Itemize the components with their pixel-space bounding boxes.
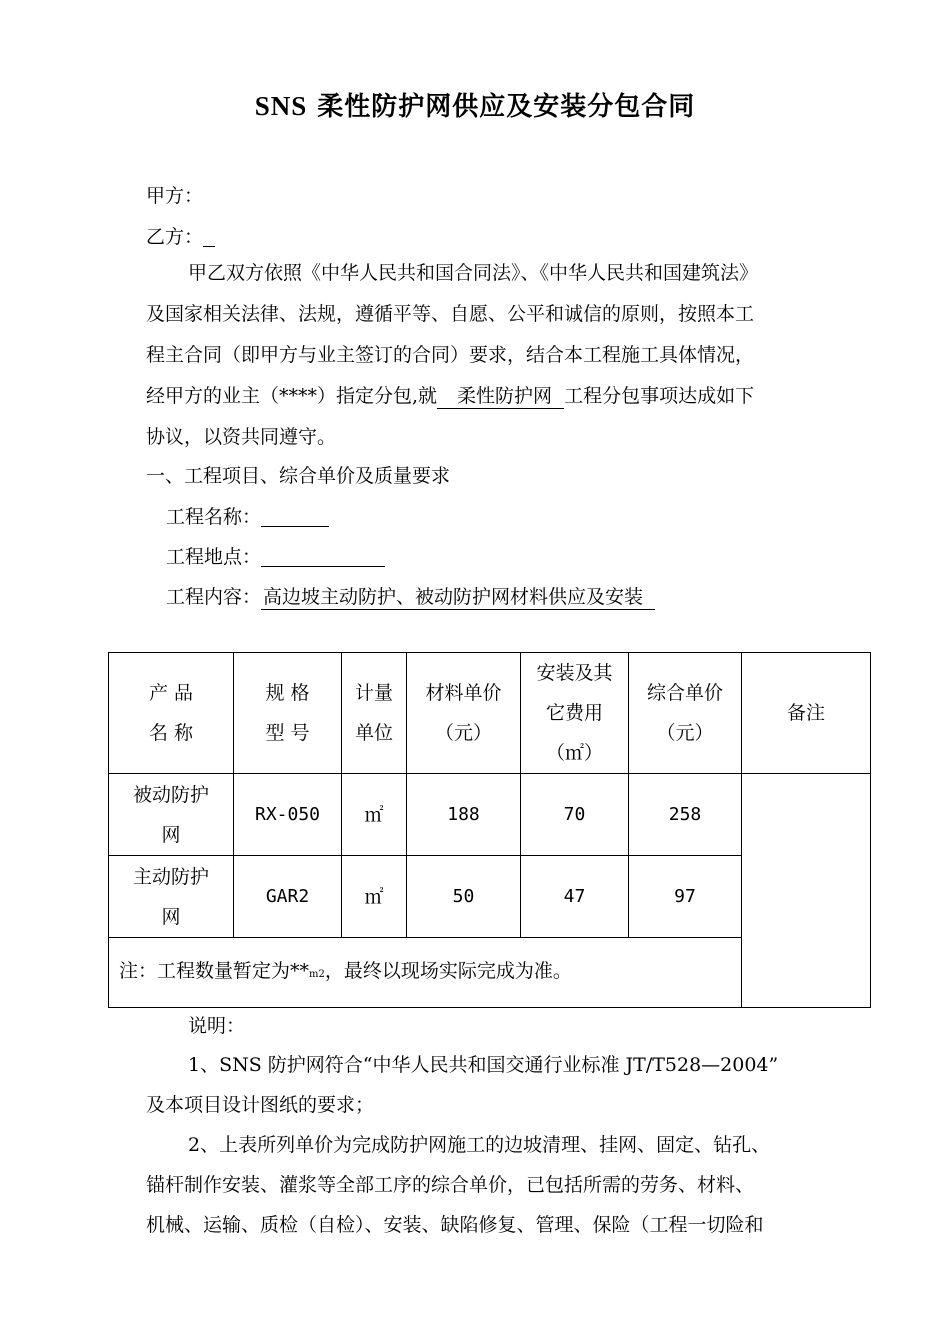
intro-line-4a: 经甲方的业主（****）指定分包,就 xyxy=(146,385,438,407)
row-spec: RX-050 xyxy=(234,774,342,856)
table-row xyxy=(109,774,871,856)
intro-line-1: 甲乙双方依照《中华人民共和国合同法》、《中华人民共和国建筑法》 xyxy=(188,262,759,284)
party-b-line xyxy=(146,228,215,247)
intro-line-2: 及国家相关法律、法规，遵循平等、自愿、公平和诚信的原则，按照本工 xyxy=(146,303,755,325)
header-composite-price: 综合单价 （元） xyxy=(629,653,742,774)
project-location-line xyxy=(166,548,385,567)
row-product-name: 主动防护 网 xyxy=(109,856,234,938)
explain-title: 说明： xyxy=(188,1015,246,1037)
party-a-line xyxy=(146,187,203,206)
header-spec: 规 格 型 号 xyxy=(234,653,342,774)
row-install-cost: 70 xyxy=(521,774,629,856)
intro-line-5: 协议，以资共同遵守。 xyxy=(146,426,337,448)
project-name-label: 工程名称： xyxy=(166,506,262,528)
row-composite-price: 258 xyxy=(629,774,742,856)
remark-cell xyxy=(742,774,871,1008)
row-install-cost: 47 xyxy=(521,856,629,938)
row-composite-price: 97 xyxy=(629,856,742,938)
subcontract-scope: 柔性防护网 xyxy=(437,385,564,409)
section-1-heading: 一、工程项目、综合单价及质量要求 xyxy=(146,465,451,487)
price-table xyxy=(108,652,871,1008)
header-material-price: 材料单价 （元） xyxy=(407,653,521,774)
party-a-label: 甲方： xyxy=(146,185,204,207)
project-name-blank xyxy=(261,508,329,527)
document-title xyxy=(0,86,950,123)
party-b-label: 乙方： xyxy=(146,226,204,248)
row-spec: GAR2 xyxy=(234,856,342,938)
row-unit: ㎡ xyxy=(342,856,407,938)
header-install-cost: 安装及其 它费用 （㎡） xyxy=(521,653,629,774)
row-material-price: 50 xyxy=(407,856,521,938)
explain-2-line-2: 锚杆制作安装、灌浆等全部工序的综合单价，已包括所需的劳务、材料、 xyxy=(146,1174,755,1196)
explain-2-line-1: 2、上表所列单价为完成防护网施工的边坡清理、挂网、固定、钻孔、 xyxy=(188,1134,771,1156)
table-note: 注：工程数量暂定为**m2，最终以现场实际完成为准。 xyxy=(109,938,742,1008)
title-latin: SNS xyxy=(254,91,308,121)
project-content-label: 工程内容： xyxy=(166,586,262,608)
project-content-value: 高边坡主动防护、被动防护网材料供应及安装 xyxy=(261,586,655,610)
intro-line-3: 程主合同（即甲方与业主签订的合同）要求，结合本工程施工具体情况， xyxy=(146,344,755,366)
explain-1-line-1: 1、SNS 防护网符合“中华人民共和国交通行业标准 JT/T528—2004” xyxy=(188,1054,779,1076)
header-unit: 计量 单位 xyxy=(342,653,407,774)
note-unit: m2 xyxy=(309,968,325,980)
intro-line-4c: 工程分包事项达成如下 xyxy=(564,385,755,407)
project-name-line xyxy=(166,508,329,527)
project-location-label: 工程地点： xyxy=(166,546,262,568)
party-b-blank xyxy=(203,228,215,247)
intro-line-4 xyxy=(146,387,754,406)
explain-1-line-2: 及本项目设计图纸的要求； xyxy=(146,1094,375,1116)
row-unit: ㎡ xyxy=(342,774,407,856)
table-header-row xyxy=(109,653,871,774)
header-remark: 备注 xyxy=(742,653,871,774)
project-location-blank xyxy=(261,548,385,567)
project-content-line xyxy=(166,588,655,607)
row-product-name: 被动防护 网 xyxy=(109,774,234,856)
explain-2-line-3: 机械、运输、质检（自检）、安装、缺陷修复、管理、保险（工程一切险和 xyxy=(146,1214,764,1236)
header-product: 产 品 名 称 xyxy=(109,653,234,774)
title-text: 柔性防护网供应及安装分包合同 xyxy=(317,92,696,122)
row-material-price: 188 xyxy=(407,774,521,856)
